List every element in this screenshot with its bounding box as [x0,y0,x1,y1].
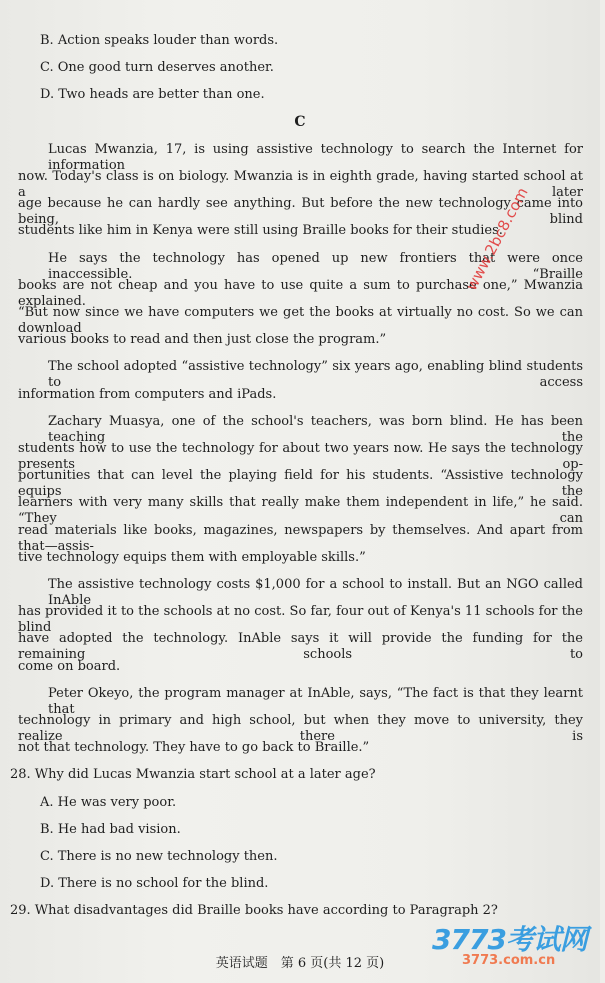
answer-option: C. There is no new technology then. [40,849,278,864]
logo-text: 3773考试网 [432,923,587,956]
passage-line: not that technology. They have to go back to Braille.” [18,740,370,756]
question-stem: 29. What disadvantages did Braille books have according to Paragraph 2? [10,903,498,919]
passage-line: age because he can hardly see anything. But before the new technology came into being, blind [18,196,583,228]
page-footer: 英语试题 第 6 页(共 12 页) [215,956,385,971]
site-logo [432,918,587,968]
answer-option: C. One good turn deserves another. [40,60,274,76]
passage-line: “But now since we have computers we get the books at virtually no cost. So we can download [18,305,583,336]
answer-option: B. Action speaks louder than words. [40,33,279,48]
passage-line: He says the technology has opened up new frontiers that were once inaccessible. “Braille [48,250,583,282]
passage-line: come on board. [18,658,121,674]
passage-line: The school adopted “assistive technology” six years ago, enabling blind students to access [48,359,583,391]
logo-url: 3773.com.cn [462,953,556,968]
answer-option: A. He was very poor. [40,794,177,810]
passage-line: students how to use the technology for about two years now. He says the technology presents op- [18,441,583,472]
passage-line: Zachary Muasya, one of the school's teachers, was born blind. He has been teaching the [48,413,583,445]
answer-option: D. There is no school for the blind. [40,876,269,892]
passage-line: has provided it to the schools at no cost. So far, four out of Kenya's 11 schools for the blind [18,604,583,636]
answer-option: D. Two heads are better than one. [40,87,265,103]
section-heading: C [294,113,306,130]
passage-line: Peter Okeyo, the program manager at InAble, says, “The fact is that they learnt that [48,685,583,717]
watermark: www.2bc8.com [462,184,532,294]
passage-line: The assistive technology costs $1,000 for a school to install. But an NGO called InAble [48,577,583,608]
passage-line: various books to read and then just close the program.” [18,332,387,348]
passage-line: have adopted the technology. InAble says it will provide the funding for the remaining schools to [18,631,583,663]
passage-line: tive technology equips them with employable skills.” [18,549,366,565]
answer-option: B. He had bad vision. [40,821,181,837]
passage-line: portunities that can level the playing field for his students. “Assistive technology equips the [18,468,583,500]
passage-line: information from computers and iPads. [18,386,277,402]
passage-line: technology in primary and high school, but when they move to university, they realize there is [18,713,583,744]
passage-line: books are not cheap and you have to use quite a sum to purchase one,” Mwanzia explained. [18,277,583,309]
passage-line: learners with very many skills that really make them independent in life,” he said. “They can [18,495,583,527]
passage-line: now. Today's class is on biology. Mwanzia is in eighth grade, having started school at a later [18,169,583,200]
passage-line: read materials like books, magazines, newspapers by themselves. And apart from that—assis- [18,522,583,554]
question-stem: 28. Why did Lucas Mwanzia start school at a later age? [10,767,376,783]
passage-line: students like him in Kenya were still using Braille books for their studies. [18,223,503,239]
passage-line: Lucas Mwanzia, 17, is using assistive technology to search the Internet for information [48,141,583,173]
